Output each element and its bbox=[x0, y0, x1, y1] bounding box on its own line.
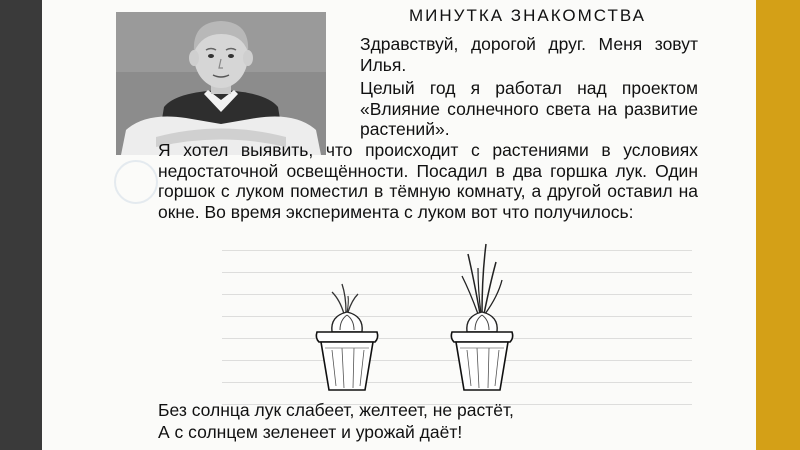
boy-photo bbox=[116, 12, 326, 155]
boy-portrait-image bbox=[116, 12, 326, 155]
bleed-through-mark bbox=[114, 160, 158, 204]
section-title: МИНУТКА ЗНАКОМСТВА bbox=[409, 6, 646, 25]
poem-line-1: Без солнца лук слабеет, желтеет, не растёт, bbox=[158, 400, 514, 420]
project-paragraph: Целый год я работал над проектом «Влияние солнечного света на развитие растений». bbox=[360, 78, 698, 139]
experiment-paragraph: Я хотел выявить, что происходит с растениями в условиях недостаточной освещённости. Посадил в два горшка лук. Один горшок с луком поместил в тёмную комнату, а другой оставил на окне. Во время эксперимента с луком вот что получилось: bbox=[158, 140, 698, 222]
right-frame bbox=[756, 0, 800, 450]
onion-pot-dark bbox=[316, 284, 377, 390]
onion-pots-illustration bbox=[302, 240, 522, 400]
poem-line-2: А с солнцем зеленеет и урожай даёт! bbox=[158, 422, 463, 442]
left-frame bbox=[0, 0, 42, 450]
poem-caption bbox=[158, 399, 628, 443]
textbook-page bbox=[42, 0, 756, 450]
onion-pot-sunny bbox=[451, 244, 512, 390]
greeting-paragraph: Здравствуй, дорогой друг. Меня зовут Илья. bbox=[360, 34, 698, 75]
